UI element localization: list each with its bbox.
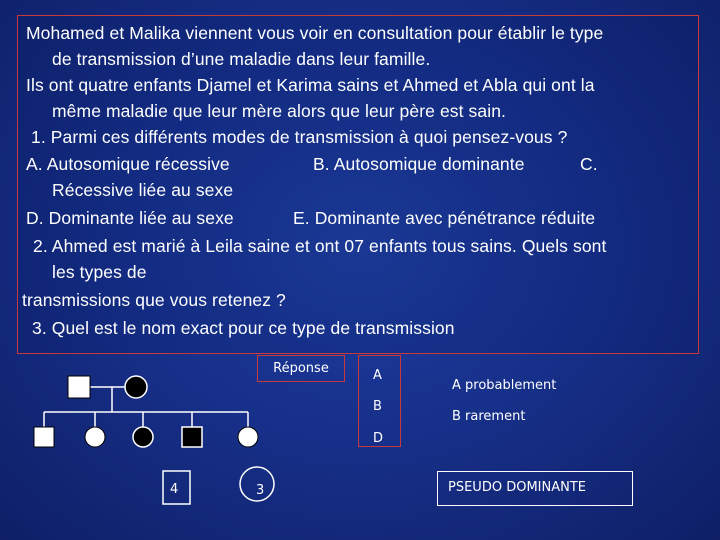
final-answer: PSEUDO DOMINANTE (448, 480, 586, 495)
child-unaffected-female-2 (238, 427, 258, 447)
letter-b: B (373, 399, 382, 414)
father-unaffected-male (68, 376, 90, 398)
reponse-label: Réponse (273, 361, 329, 376)
question-2: 2. Ahmed est marié à Leila saine et ont 07 enfants tous sains. Quels sont (33, 236, 607, 256)
option-c: C. (580, 154, 598, 174)
offspring-male-count: 4 (170, 482, 179, 497)
note-b: B rarement (452, 409, 526, 424)
letter-a: A (373, 368, 382, 383)
child-affected-female (133, 427, 153, 447)
question-2-cont-2: transmissions que vous retenez ? (22, 290, 286, 310)
option-a: A. Autosomique récessive (26, 154, 230, 174)
question-1: 1. Parmi ces différents modes de transmission à quoi pensez-vous ? (31, 127, 568, 147)
child-unaffected-female (85, 427, 105, 447)
question-2-cont: les types de (52, 262, 147, 282)
mother-affected-female (125, 376, 147, 398)
option-c-text: Récessive liée au sexe (52, 180, 234, 200)
question-line-4: même maladie que leur mère alors que leur père est sain. (52, 101, 507, 121)
option-e: E. Dominante avec pénétrance réduite (293, 208, 596, 228)
child-unaffected-male (34, 427, 54, 447)
note-a: A probablement (452, 378, 557, 393)
option-d: D. Dominante liée au sexe (26, 208, 234, 228)
letter-d: D (373, 431, 384, 446)
child-affected-male (182, 427, 202, 447)
option-b: B. Autosomique dominante (313, 154, 525, 174)
question-line-3: Ils ont quatre enfants Djamel et Karima sains et Ahmed et Abla qui ont la (26, 75, 595, 95)
question-3: 3. Quel est le nom exact pour ce type de transmission (32, 318, 455, 338)
question-line-1: Mohamed et Malika viennent vous voir en consultation pour établir le type (26, 23, 604, 43)
question-line-2: de transmission d’une maladie dans leur famille. (52, 49, 431, 69)
offspring-female-count: 3 (256, 483, 265, 498)
